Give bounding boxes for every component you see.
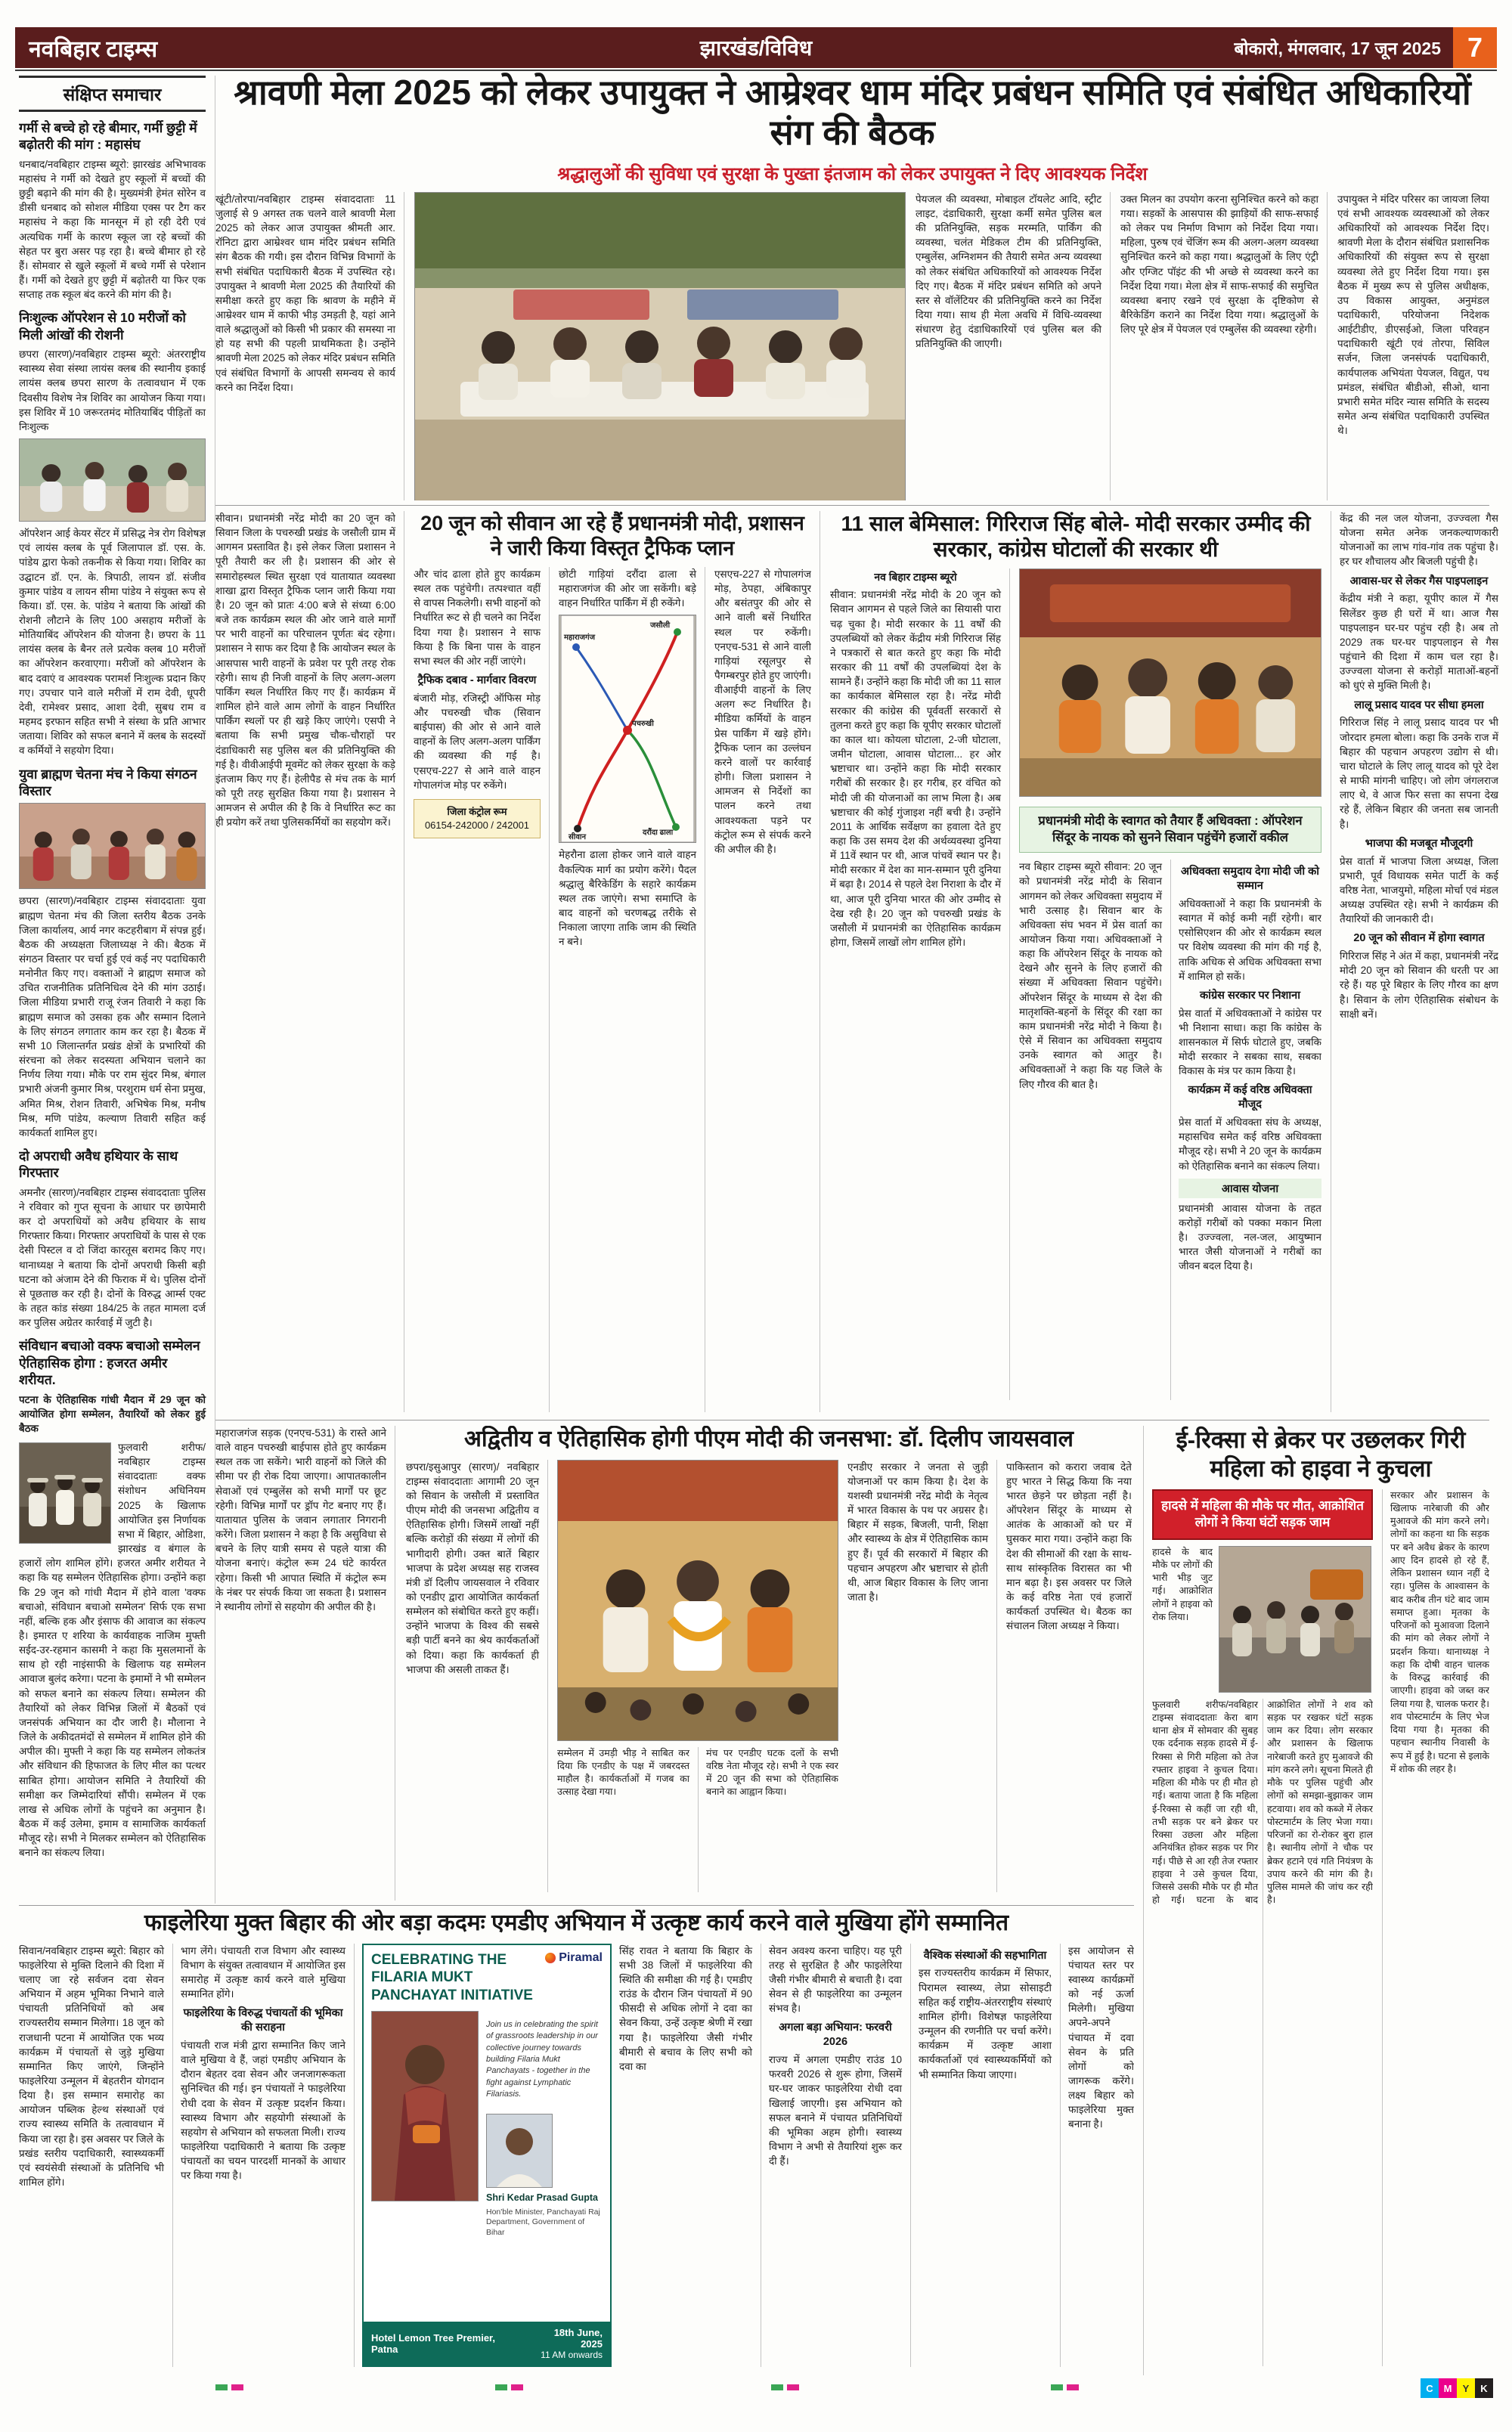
column-subhead: ट्रैफिक दबाव - मार्गवार विवरण: [417, 674, 537, 686]
traffic-columns: [414, 567, 811, 1412]
ad-time: 11 AM onwards: [541, 2349, 603, 2360]
story-column: [181, 1944, 355, 2367]
filaria-story: [19, 1910, 1134, 2375]
column-text: अधिवक्ताओं ने कहा कि प्रधानमंत्री के स्वागत में कोई कमी नहीं रहेगी। बार एसोसिएशन की ओर से कार्यक्रम स्थल पर विशेष व्यवस्था की मांग की गई है, ताकि अधिक से अधिक अधिवक्ता सभा में शामिल हो सकें।: [1179, 897, 1321, 982]
control-room-phone: 06154-242000 / 242001: [424, 819, 530, 832]
column-subhead: आवास योजना: [1179, 1179, 1321, 1198]
traffic-headline: 20 जून को सीवान आ रहे हैं प्रधानमंत्री मोदी, प्रशासन ने जारी किया विस्तृत ट्रैफिक प्लान: [420, 512, 804, 559]
story-column: [1120, 192, 1328, 500]
column-subhead: कांग्रेस सरकार पर निशाना: [1200, 989, 1300, 1002]
story-column: [406, 1460, 548, 1892]
main-subhead: श्रद्धालुओं की सुविधा एवं सुरक्षा के पुख्ता इंतजाम को लेकर उपायुक्त ने दिए आवश्यक निर्देश: [557, 163, 1148, 184]
story-column: [830, 568, 1010, 1400]
column-text: सिवान/नवबिहार टाइम्स ब्यूरो: बिहार को फाइलेरिया से मुक्ति दिलाने की दिशा में चलाए जा रहे सर्वजन दवा सेवन अभियान में अहम भूमिका निभाने वाले पंचायती प्रतिनिधियों को अब राज्यस्तरीय सम्मान मिलेगा। 18 जून को राजधानी पटना में आयोजित एक भव्य कार्यक्रम में पंचायतों से जुड़े मुखिया सम्मानित किए जाएंगे, जिन्होंने फाइलेरिया उन्मूलन में बेहतरीन योगदान दिया है। इस सम्मान समारोह का आयोजन पब्लिक हेल्थ संस्थाओं एवं राज्य स्वास्थ्य समिति के तत्वावधान में किया जा रहा है। इस अवसर पर जिले के प्रखंड स्तरीय पदाधिकारी, स्वास्थ्यकर्मी एवं स्वयंसेवी संस्थाओं के प्रतिनिधि भी शामिल होंगे।: [19, 1944, 164, 2189]
column-text: उपायुक्त ने मंदिर परिसर का जायजा लिया एवं सभी आवश्यक व्यवस्थाओं को लेकर अधिकारियों को आवश्यक निर्देश दिए। श्रावणी मेला के दौरान संबंधित प्रशासनिक अधिकारियों की संयुक्त रूप से सुरक्षा व्यवस्था लेते हुए निर्देश दिया गया। इस बैठक में मुख्य रूप से पुलिस अधीक्षक, उप विकास आयुक्त, अनुमंडल पदाधिकारी, परियोजना निदेशक आईटीडीए, डीएसईओ, जिला परिवहन पदाधिकारी खूंटी एवं तोरपा, सिविल सर्जन, जिला जनसंपर्क पदाधिकारी, कार्यपालक अभियंता पेयजल, विद्युत, पथ प्रमंडल, संबंधित बीडीओ, सीओ, थाना प्रभारी समेत मंदिर न्यास समिति के सदस्य समेत अन्य संबंधित पदाधिकारी उपस्थित थे।: [1337, 193, 1489, 437]
column-text: प्रेस वार्ता में अधिवक्ताओं ने कांग्रेस पर भी निशाना साधा। कहा कि कांग्रेस के शासनकाल में सिर्फ घोटाले हुए, जबकि मोदी सरकार ने सबका साथ, सबका विकास के मंत्र पर काम किया है।: [1179, 1007, 1321, 1077]
accident-photo-row: [1152, 1546, 1373, 1693]
accident-headline: ई-रिक्सा से ब्रेकर पर उछलकर गिरी महिला को हाइवा ने कुचला: [1176, 1427, 1466, 1482]
accident-columns: [1152, 1489, 1489, 2366]
story-column: [919, 1944, 1061, 2367]
main-headline: श्रावणी मेला 2025 को लेकर उपायुक्त ने आम्रेश्वर धाम मंदिर प्रबंधन समिति एवं संबंधित अधिकारियों संग की बैठक: [234, 73, 1471, 153]
column-text: भाग लेंगे। पंचायती राज विभाग और स्वास्थ्य विभाग के संयुक्त तत्वावधान में आयोजित इस समारोह में उत्कृष्ट कार्य करने वाले मुखिया सम्मानित होंगे।: [181, 1944, 345, 2000]
article-body: फुलवारी शरीफ/नवबिहार टाइम्स संवाददाताः वक्फ संशोधन अधिनियम 2025 के खिलाफ आयोजित इस निर्णायक सभा में बिहार, ओडिशा, झारखंड व बंगाल के हजारों लोग शामिल होंगे। हजरत अमीर शरीयत ने कहा कि यह सम्मेलन ऐतिहासिक होगा। उन्होंने कहा कि 29 जून को गांधी मैदान में होने वाला 'वक्फ बचाओ, संविधान बचाओ सम्मेलन' सिर्फ एक सभा नहीं, बल्कि हक और इंसाफ की आवाज का संकल्प है। इमारत ए शरिया के कार्यवाहक नाजिम मुफ्ती सईद-उर-रहमान कासमी ने कहा कि मुसलमानों के साथ हो रही नाइंसाफी के खिलाफ यह सम्मेलन आवाज बुलंद करेगा। पटना के इमामों ने भी सम्मेलन को सफल बनाने का संकल्प लिया। सम्मेलन की तैयारियों को लेकर विभिन्न जिलों में बैठकों एवं जनसंपर्क अभियान का दौर जारी है। मौलाना ने जिले के अकीदतमंदों से सम्मेलन में शामिल होने की अपील की। मुफ्ती ने कहा कि यह सम्मेलन लोकतंत्र और संविधान की हिफाजत के लिए मील का पत्थर साबित होगा। आयोजन समिति ने तैयारियों की समीक्षा कर जिम्मेदारियां सौंपी। सम्मेलन में एक लाख से अधिक लोगों के पहुंचने का अनुमान है। बैठक में कई उलेमा, इमाम व सामाजिक कार्यकर्ता मौजूद रहे। सभी ने मिलकर सम्मेलन को ऐतिहासिक बनाने का संकल्प लिया।: [19, 1441, 206, 1859]
brief-article-brahman-manch: [19, 766, 206, 1140]
story-column: [1179, 860, 1321, 1400]
giriraj-right: [1019, 568, 1321, 1400]
column-text: उक्त मिलन का उपयोग करना सुनिश्चित करने को कहा गया। सड़कों के आसपास की झाड़ियों की साफ-सफाई को लेकर पथ निर्माण विभाग को निर्देश दिया गया। महिला, पुरुष एवं चेंजिंग रूम की अलग-अलग व्यवस्था सुनिश्चित करने को कहा गया। श्रद्धालुओं के लिए एंट्री और एग्जिट पॉइंट की भी अच्छे से व्यवस्था करने का निर्देश दिया गया। मेला क्षेत्र में साफ-सफाई की समुचित व्यवस्था बनाए रखने एवं सुरक्षा के दृष्टिकोण से बैरिकेडिंग कराने का निर्देश दिया गया। श्रद्धालुओं के लिए पूरे क्षेत्र में पेयजल एवं एम्बुलेंस की व्यवस्था रहेगी।: [1120, 193, 1318, 336]
rail-text: केंद्रीय मंत्री ने कहा, यूपीए काल में गैस सिलेंडर कुछ ही घरों में था। आज गैस पाइपलाइन घर-घर पहुंच रही है। अब तो 2029 तक घर-घर पाइपलाइन से गैस पहुंचाने की दिशा में काम चल रहा है। उज्ज्वला योजना से करोड़ों माताओं-बहनों को धुएं से मुक्ति मिली है।: [1340, 593, 1498, 692]
story-column: [557, 1747, 699, 1892]
article-body: धनबाद/नवबिहार टाइम्स ब्यूरो: झारखंड अभिभावक महासंघ ने गर्मी को देखते हुए स्कूलों में बच्चों की छुट्टी बढ़ाने की मांग की है। मुख्यमंत्री हेमंत सोरेन व डीसी धनबाद को सोशल मीडिया एक्स पर टैग कर महासंघ ने कहा कि मानसून में हो रही देरी एवं अत्यधिक गर्मी के कारण स्कूल जा रहे बच्चों की सेहत पर बुरा असर पड़ रहा है। बच्चे बीमार हो रहे हैं। सोमवार से खुले स्कूलों में बच्चे गर्मी से परेशान हैं। गर्मी को देखते हुए छुट्टी में बढ़ोतरी या फिर एक सप्ताह तक स्कूल बंद करने की मांग की है।: [19, 158, 206, 301]
date-line: बोकारो, मंगलवार, 17 जून 2025: [1234, 39, 1441, 58]
map-label: सीवान: [569, 833, 587, 842]
brief-news-header: संक्षिप्त समाचार: [19, 76, 206, 112]
article-title: दो अपराधी अवैध हथियार के साथ गिरफ्तार: [19, 1148, 178, 1181]
pm-traffic-plan-story: [215, 511, 820, 1412]
byline: नव बिहार टाइम्स ब्यूरो: [874, 571, 957, 584]
ad-tagline: Join us in celebrating the spirit of grassroots leadership in our collective journey towards building Filaria Mukt Panchayats - together in the fight against Lymphatic Filariasis.: [486, 2019, 598, 2099]
column-subhead: अधिवक्ता समुदाय देगा मोदी जी को सम्मान: [1181, 866, 1319, 893]
story-column: [215, 192, 404, 500]
jansabha-headline: अद्वितीय व ऐतिहासिक होगी पीएम मोदी की जनसभा: डॉ. दिलीप जायसवाल: [464, 1427, 1074, 1451]
rail-subhead: भाजपा की मजबूत मौजूदगी: [1365, 837, 1473, 850]
story-column: [1068, 1944, 1134, 2367]
story-column: [559, 567, 705, 1412]
column-text: राज्य में अगला एमडीए राउंड 10 फरवरी 2026 से शुरू होगा, जिसमें घर-घर जाकर फाइलेरिया रोधी दवा खिलाई जाएगी। इस अभियान को सफल बनाने में पंचायत प्रतिनिधियों की भूमिका अहम होगी। स्वास्थ्य विभाग ने अभी से तैयारियां शुरू कर दी हैं।: [769, 2054, 902, 2167]
giriraj-story: [830, 511, 1321, 1412]
ad-venue: Hotel Lemon Tree Premier, Patna: [371, 2331, 496, 2355]
rail-text: प्रेस वार्ता में भाजपा जिला अध्यक्ष, जिला प्रभारी, पूर्व विधायक समेत पार्टी के कई वरिष्ठ नेता, भाजयुमो, महिला मोर्चा एवं मंडल अध्यक्ष उपस्थित रहे। सभी ने कार्यक्रम की तैयारियों की जानकारी दी।: [1340, 855, 1498, 925]
map-label: जसौली: [650, 621, 671, 630]
column-text: छपरा/इसुआपुर (सारण)/ नवबिहार टाइम्स संवाददाताः आगामी 20 जून को सिवान के जसौली में प्रस्तावित पीएम मोदी की जनसभा अद्वितीय व ऐतिहासिक होगी। जिसमें लाखों नहीं बल्कि करोड़ों की संख्या में लोगों की भागीदारी होगी। उक्त बातें बिहार भाजपा के प्रदेश अध्यक्ष सह राजस्व मंत्री डॉ दिलीप जायसवाल ने रविवार को एनडीए द्वारा आयोजित कार्यकर्ता सम्मेलन को संबोधित करते हुए कहीं। उन्होंने भाजपा के विश्व की सबसे बड़ी पार्टी बनने का श्रेय कार्यकर्ताओं को दिया। कहा कि कार्यकर्ता ही भाजपा की असली ताकत हैं।: [406, 1461, 539, 1675]
advocates-columns: [1019, 860, 1321, 1400]
group-photo: [19, 803, 206, 889]
conference-photo: [19, 1442, 111, 1544]
accident-story: [1143, 1426, 1489, 2375]
filaria-event-ad: [362, 1944, 612, 2367]
column-text: एसएच-227 से गोपालगंज मोड़, ठेपहा, अंबिकापुर और बसंतपुर की ओर से आने वाली बसें निर्धारित स्थल पर रुकेंगी। एनएच-531 से आने वाली गाड़ियां रसूलपुर से पैगम्बरपुर होते हुए जाएंगी। वीआईपी वाहनों के लिए अलग रूट निर्धारित है। मीडिया कर्मियों के वाहन प्रेस पार्किंग में खड़े होंगे। ट्रैफिक प्लान का उल्लंघन करने वालों पर कार्रवाई होगी। जिला प्रशासन ने आमजन से निर्देशों का पालन करने तथा आवश्यकता पड़ने पर कंट्रोल रूम से संपर्क करने की अपील की है।: [714, 568, 811, 855]
page-header: [15, 27, 1497, 68]
article-title: संविधान बचाओ वक्फ बचाओ सम्मेलन ऐतिहासिक होगा : हजरत अमीर शरीयत.: [19, 1338, 200, 1388]
rail-subhead: लालू प्रसाद यादव पर सीधा हमला: [1354, 699, 1484, 711]
giriraj-headline: 11 साल बेमिसाल: गिरिराज सिंह बोले- मोदी सरकार उम्मीद की सरकार, कांग्रेस घोटालों की सरकार थी: [841, 512, 1311, 562]
column-text: छोटी गाड़ियां दरौंदा ढाला से महाराजगंज की ओर जा सकेंगी। बड़े वाहन निर्धारित पार्किंग में ही रुकेंगे।: [559, 568, 696, 609]
column-text: फुलवारी शरीफ/नवबिहार टाइम्स संवाददाताः केरा बाग थाना क्षेत्र में सोमवार की सुबह एक दर्दनाक सड़क हादसे में ई-रिक्सा से गिरी महिला को तेज रफ्तार हाइवा ने कुचल दिया। महिला की मौके पर ही मौत हो गई। बताया जाता है कि महिला ई-रिक्सा से कहीं जा रही थी, तभी सड़क पर बने ब्रेकर पर रिक्सा उछला और महिला अनियंत्रित होकर सड़क पर गिर गई। पीछे से आ रही तेज रफ्तार हाइवा ने उसे कुचल दिया, जिससे उसकी मौके पर ही मौत हो गई। घटना के बाद आक्रोशित लोगों ने शव को सड़क पर रखकर घंटों सड़क जाम कर दिया। लोग सरकार और प्रशासन के खिलाफ नारेबाजी करते हुए मुआवजे की मांग करने लगे। सूचना मिलते ही मौके पर पुलिस पहुंची और लोगों को समझा-बुझाकर जाम हटवाया। शव को कब्जे में लेकर पोस्टमार्टम के लिए भेजा गया। परिजनों का रो-रोकर बुरा हाल है। स्थानीय लोगों ने चौक पर ब्रेकर हटाने एवं गति नियंत्रण के उपाय करने की मांग की है। पुलिस मामले की जांच कर रही है।: [1152, 1699, 1373, 1906]
rail-subhead: आवास-घर से लेकर गैस पाइपलाइन: [1349, 575, 1489, 587]
main-story-columns: [215, 192, 1489, 500]
brand-name: Piramal: [559, 1950, 603, 1964]
column-text: पेयजल की व्यवस्था, मोबाइल टॉयलेट आदि, स्ट्रीट लाइट, दंडाधिकारी, सुरक्षा कर्मी समेत पुलिस बल की प्रतिनियुक्ति, सड़क मरम्मति, पार्किंग की व्यवस्था, चलंत मेडिकल टीम की प्रतिनियुक्ति, एम्बुलेंस, अग्निशमन की तैयारी समेत अन्य व्यवस्था को लेकर संबंधित अधिकारियों को आवश्यक निर्देश दिए गए। बैठक में मंदिर प्रबंधन समिति को अपने स्तर से वॉलेंटियर की प्रतिनियुक्ति करने का निर्देश दिया गया। साथ ही मेला अवधि में विधि-व्यवस्था संधारण हेतु दंडाधिकारियों एवं पुलिस बल की प्रतिनियुक्ति की जाएगी।: [916, 193, 1101, 350]
traffic-story-continuation: [215, 1426, 395, 1901]
cyan-patch: C: [1421, 2378, 1439, 2398]
story-column: [847, 1460, 997, 1892]
section-divider: [215, 505, 1489, 506]
guest-title: Hon'ble Minister, Panchayati Raj Department, Government of Bihar: [486, 2207, 600, 2237]
ad-title: CELEBRATING THE FILARIA MUKT PANCHAYAT INITIATIVE: [371, 1951, 533, 2004]
article-intro: पटना के ऐतिहासिक गांधी मैदान में 29 जून को आयोजित होगा सम्मेलन, तैयारियों को लेकर हुई बैठक: [19, 1393, 206, 1434]
column-subhead: कार्यक्रम में कई वरिष्ठ अधिवक्ता मौजूद: [1188, 1084, 1312, 1111]
column-text: पंचायती राज मंत्री द्वारा सम्मानित किए जाने वाले मुखिया वे हैं, जहां एमडीए अभियान के दौरान बेहतर दवा सेवन और जनजागरूकता सुनिश्चित की गई। इन पंचायतों ने फाइलेरिया रोधी दवा के सेवन में उत्कृष्ट प्रदर्शन किया। स्वास्थ्य विभाग और सहयोगी संस्थाओं के सहयोग से अभियान को सफलता मिली। राज्य फाइलेरिया पदाधिकारी ने बताया कि उत्कृष्ट पंचायतों का चयन पारदर्शी मानकों के आधार पर किया गया है।: [181, 2039, 345, 2182]
section-divider: [19, 1905, 1134, 1906]
newspaper-title: नवबिहार टाइम्स: [29, 36, 158, 62]
story-column: [1382, 1489, 1489, 2366]
advocates-subhead-box: प्रधानमंत्री मोदी के स्वागत को तैयार हैं अधिवक्ता : ऑपरेशन सिंदूर के नायक को सुनने सिवान पहुंचेंगे हजारों वकील: [1019, 807, 1321, 853]
filaria-columns: [19, 1944, 1134, 2367]
story-column: [1019, 860, 1171, 1400]
column-subhead: फाइलेरिया के विरुद्ध पंचायतों की भूमिका की सराहना: [183, 2007, 343, 2034]
giriraj-columns: [830, 568, 1321, 1400]
header-rule: [15, 70, 1497, 71]
piramal-logo: [545, 1951, 603, 1965]
column-text: इस आयोजन से पंचायत स्तर पर स्वास्थ्य कार्यक्रमों को नई ऊर्जा मिलेगी। मुखिया अपने-अपने पंचायत में दवा सेवन के प्रति लोगों को जागरूक करेंगे। लक्ष्य बिहार को फाइलेरिया मुक्त बनाना है।: [1068, 1944, 1134, 2130]
story-column: [619, 1944, 761, 2367]
jansabha-columns: [406, 1460, 1132, 1892]
accident-alert-box: हादसे में महिला की मौके पर मौत, आक्रोशित लोगों ने किया घंटों सड़क जाम: [1152, 1489, 1373, 1540]
brief-article-heat: [19, 119, 206, 302]
column-subhead: अगला बड़ा अभियान: फरवरी 2026: [779, 2022, 892, 2049]
column-text: सीवान: प्रधानमंत्री नरेंद्र मोदी के 20 जून को सिवान आगमन से पहले जिले का सियासी पारा चढ़ चुका है। मोदी सरकार के 11 वर्षों की उपलब्धियों को लेकर केंद्रीय मंत्री गिरिराज सिंह ने पत्रकारों से बात करते हुए कहा कि मोदी सरकार की 11 वर्षों की उपलब्धियां देश के सामने हैं। उन्होंने कहा कि मोदी जी का 11 साल का कार्यकाल बेमिसाल रहा है। नरेंद्र मोदी सरकार की कांग्रेस की पूर्ववर्ती सरकारों से तुलना करते हुए कहा कि यूपीए सरकार घोटालों का काल था। कोयला घोटाला, 2-जी घोटाला, जमीन घोटाला, आवास घोटाला... हर ओर भ्रष्टाचार था। उन्होंने कहा कि मोदी सरकार गरीबों की सरकार है। हर गरीब, हर वंचित को मोदी जी की योजनाओं का लाभ मिला है। अब भ्रष्टाचार की कोई गुंजाइश नहीं बची है। उन्होंने 2011 के आर्थिक सर्वेक्षण का हवाला देते हुए कहा कि उस समय देश की अर्थव्यवस्था दुनिया में 11वें स्थान पर थी, आज पांचवें स्थान पर है। मोदी सरकार में देश का मान-सम्मान पूरी दुनिया में बढ़ा है। 2014 से पहले देश निराशा के दौर में था, आज पूरी दुनिया भारत की ओर उम्मीद से देख रही है। 20 जून को पचरुखी प्रखंड के जसौली में प्रधानमंत्री का ऐतिहासिक कार्यक्रम होगा, जिसमें लाखों लोग शामिल होंगे।: [830, 589, 1001, 949]
column-text: सरकार और प्रशासन के खिलाफ नारेबाजी की और मुआवजे की मांग करने लगे। लोगों का कहना था कि सड़क पर बने अवैध ब्रेकर के कारण आए दिन हादसे हो रहे हैं, लेकिन प्रशासन ध्यान नहीं दे रहा। पुलिस के आश्वासन के बाद करीब तीन घंटे बाद जाम समाप्त हुआ। मृतका के परिजनों को मुआवजा दिलाने की मांग को लेकर लोगों ने प्रदर्शन किया। थानाध्यक्ष ने कहा कि दोषी वाहन चालक के विरुद्ध कार्रवाई की जाएगी। हाइवा को जब्त कर लिया गया है, चालक फरार है। शव पोस्टमार्टम के लिए भेज दिया गया है। मृतका की पहचान स्थानीय निवासी के रूप में हुई है। घटना से इलाके में शोक की लहर है।: [1390, 1489, 1489, 1774]
rail-text: केंद्र की नल जल योजना, उज्ज्वला गैस योजना समेत अनेक जनकल्याणकारी योजनाओं का लाभ गांव-गांव तक पहुंचा है। हर घर शौचालय और बिजली पहुंची है।: [1340, 513, 1498, 568]
map-label: महाराजगंज: [564, 634, 596, 643]
article-title: युवा ब्राह्मण चेतना मंच ने किया संगठन विस्तार: [19, 766, 197, 798]
control-room-box: [414, 799, 541, 838]
magenta-patch: M: [1439, 2378, 1457, 2398]
article-body: अमनौर (सारण)/नवबिहार टाइम्स संवाददाताः पुलिस ने रविवार को गुप्त सूचना के आधार पर छापेमारी कर दो अपराधियों को अवैध हथियार के साथ गिरफ्तार किया। गिरफ्तार अपराधियों के पास से एक देसी पिस्टल व दो जिंदा कारतूस बरामद किए गए। थानाध्यक्ष ने बताया कि दोनों अपराधी किसी बड़ी घटना को अंजाम देने की फिराक में थे। पुलिस दोनों से पूछताछ कर रही है। दोनों के विरुद्ध आर्म्स एक्ट के तहत कांड संख्या 184/25 के तहत मामला दर्ज कर पुलिस अग्रेतर कार्रवाई में जुटी है।: [19, 1186, 206, 1329]
brief-article-eye-camp: [19, 309, 206, 757]
section-title: झारखंड/विविध: [699, 36, 813, 60]
under-photo-columns: [557, 1747, 838, 1892]
column-text: एनडीए सरकार ने जनता से जुड़ी योजनाओं पर काम किया है। देश के यशस्वी प्रधानमंत्री नरेंद्र मोदी के नेतृत्व में भारत विकास के पथ पर अग्रसर है। बिहार में सड़क, बिजली, पानी, शिक्षा और स्वास्थ्य के क्षेत्र में ऐतिहासिक काम हुए हैं। पूर्व की सरकारों में बिहार की पहचान अपहरण और भ्रष्टाचार से होती थी, आज बिहार विकास के लिए जाना जाता है।: [847, 1461, 988, 1603]
jansabha-photo-stack: [557, 1460, 838, 1892]
article-body: छपरा (सारण)/नवबिहार टाइम्स ब्यूरो: अंतरराष्ट्रीय स्वास्थ्य सेवा संस्था लायंस क्लब की स्थानीय इकाई लायंस क्लब छपरा सारण के तत्वावधान में एक दिवसीय विशेष नेत्र शिविर का आयोजन किया गया। इस शिविर में 10 जरूरतमंद मोतियाबिंद पीड़ितों का निःशुल्क: [19, 349, 206, 432]
column-text: सिंह रावत ने बताया कि बिहार के सभी 38 जिलों में फाइलेरिया की स्थिति की समीक्षा की गई है। एमडीए राउंड के दौरान जिन पंचायतों में 90 फीसदी से अधिक लोगों ने दवा का सेवन किया, उन्हें उत्कृष्ट श्रेणी में रखा गया है। फाइलेरिया जैसी गंभीर बीमारी से बचाव के लिए सभी को दवा का: [619, 1944, 752, 2072]
registration-mark: [495, 2384, 523, 2390]
jansabha-story: [406, 1426, 1132, 1901]
shravani-mela-story: [215, 73, 1489, 500]
eye-camp-photo: [19, 438, 206, 522]
article-title: गर्मी से बच्चे हो रहे बीमार, गर्मी छुट्टी में बढ़ोतरी की मांग : महासंघ: [19, 120, 197, 153]
column-text: और चांद ढाला होते हुए कार्यक्रम स्थल तक पहुंचेगी। तत्पश्चात वहीं से वापस निकलेगी। सभी वाहनों को निर्धारित रूट से ही चलने का निर्देश दिया गया है। प्रशासन ने साफ किया है कि बिना पास के वाहन सभा स्थल की ओर नहीं जाएंगे।: [414, 568, 541, 667]
meeting-photo: [414, 192, 906, 500]
column-text: प्रधानमंत्री आवास योजना के तहत करोड़ों गरीबों को पक्का मकान मिला है। उज्ज्वला, नल-जल, आयुष्मान भारत जैसी योजनाओं ने गरीबों का जीवन बदल दिया है।: [1179, 1202, 1321, 1272]
giriraj-press-photo: [1019, 568, 1321, 797]
story-column: [706, 1747, 838, 1892]
accident-body: [1152, 1699, 1373, 2366]
column-text: सेवन अवश्य करना चाहिए। यह पूरी तरह से सुरक्षित है और फाइलेरिया जैसी गंभीर बीमारी से बचाती है। दवा सेवन से ही फाइलेरिया का उन्मूलन संभव है।: [769, 1944, 902, 2015]
column-text: सम्मेलन में उमड़ी भीड़ ने साबित कर दिया कि एनडीए के पक्ष में जबरदस्त माहौल है। कार्यकर्ताओं में गजब का उत्साह देखा गया।: [557, 1747, 689, 1798]
registration-mark: [771, 2384, 799, 2390]
page-number: 7: [1453, 27, 1497, 68]
column-text: इस राज्यस्तरीय कार्यक्रम में सिफार, पिरामल स्वास्थ्य, लेप्रा सोसाइटी सहित कई राष्ट्रीय-अंतरराष्ट्रीय संस्थाएं शामिल होंगी। विशेषज्ञ फाइलेरिया उन्मूलन की रणनीति पर चर्चा करेंगे। कार्यक्रम में उत्कृष्ट आशा कार्यकर्ताओं एवं स्वास्थ्यकर्मियों को भी सम्मानित किया जाएगा।: [919, 1967, 1052, 2080]
yellow-patch: Y: [1457, 2378, 1475, 2398]
rail-text: गिरिराज सिंह ने अंत में कहा, प्रधानमंत्री नरेंद्र मोदी 20 जून को सिवान की धरती पर आ रहे हैं। यह पूरे बिहार के लिए गौरव का क्षण है। सिवान के लोग ऐतिहासिक संबोधन के साक्षी बनें।: [1340, 950, 1498, 1020]
story-column: [19, 1944, 173, 2367]
ad-body: [364, 2008, 610, 2322]
column-subhead: वैश्विक संस्थाओं की सहभागिता: [923, 1949, 1047, 1962]
guest-name: Shri Kedar Prasad Gupta: [486, 2192, 598, 2203]
ad-date: 18th June, 2025: [553, 2326, 603, 2350]
column-text: नव बिहार टाइम्स ब्यूरो सीवान: 20 जून को प्रधानमंत्री नरेंद्र मोदी के सिवान आगमन को लेकर अधिवक्ता समुदाय में भारी उत्साह है। सिवान बार के अधिवक्ता संघ भवन में प्रेस वार्ता का आयोजन किया गया। अधिवक्ताओं ने कहा कि ऑपरेशन सिंदूर के नायक को देखने और सुनने के लिए हजारों की संख्या में अधिवक्ता सिवान पहुंचेंगे। ऑपरेशन सिंदूर के माध्यम से देश की मातृशक्ति-बहनों के सिंदूर की रक्षा का काम प्रधानमंत्री नरेंद्र मोदी ने किया है। ऐसे में सिवान का अधिवक्ता समुदाय उनके स्वागत को आतुर है। अधिवक्ताओं ने कहा कि यह जिले के लिए गौरव की बात है।: [1019, 861, 1162, 1090]
column-text: प्रेस वार्ता में अधिवक्ता संघ के अध्यक्ष, महासचिव समेत कई वरिष्ठ अधिवक्ता मौजूद रहे। सभी ने 20 जून के कार्यक्रम को ऐतिहासिक बनाने का संकल्प लिया।: [1179, 1117, 1321, 1172]
column-text: मेहरौना ढाला होकर जाने वाले वाहन वैकल्पिक मार्ग का प्रयोग करेंगे। पैदल श्रद्धालु बैरिकेडिंग के सहारे कार्यक्रम स्थल तक जाएंगे। सभा समाप्ति के बाद वाहनों को चरणबद्ध तरीके से निकाला जाएगा ताकि जाम की स्थिति न बने।: [559, 849, 696, 948]
column-text: महाराजगंज सड़क (एनएच-531) के रास्ते आने वाले वाहन पचरुखी बाईपास होते हुए कार्यक्रम स्थल तक जा सकेंगे। भारी वाहनों को जिले की सीमा पर ही रोक दिया जाएगा। आपातकालीन सेवाओं एवं एम्बुलेंस को सभी मार्गों पर छूट रहेगी। विभिन्न मार्गों पर ड्रॉप गेट बनाए गए हैं। यातायात पुलिस के जवान लगातार निगरानी करेंगे। जिला प्रशासन ने कहा है कि असुविधा से बचने के लिए यात्री समय से पहले यात्रा की योजना बनाएं। कंट्रोल रूम 24 घंटे कार्यरत रहेगा। किसी भी आपात स्थिति में कंट्रोल रूम के नंबर पर संपर्क किया जा सकता है। प्रशासन ने स्थानीय लोगों से सहयोग की अपील की है।: [215, 1427, 386, 1613]
ad-woman-photo: [371, 2011, 479, 2201]
article-body: छपरा (सारण)/नवबिहार टाइम्स संवाददाताः युवा ब्राह्मण चेतना मंच की जिला स्तरीय बैठक उनके जिला कार्यालय, आर्य नगर कटहरीबाग में संपन्न हुई। बैठक की अध्यक्षता जिलाध्यक्ष ने की। बैठक में संगठन विस्तार पर चर्चा हुई एवं कई नए पदाधिकारी मनोनीत किए गए। वक्ताओं ने ब्राह्मण समाज को उचित राजनीतिक प्रतिनिधित्व देने की मांग उठाई। जिला मीडिया प्रभारी राजू रंजन तिवारी ने कहा कि ब्राह्मण समाज को उसका हक और सम्मान दिलाने के लिए संगठन लगातार काम कर रहा है। बैठक में सभी 10 जिलान्तर्गत प्रखंड क्षेत्रों के प्रभारियों की संरचना को लेकर सदस्यता अभियान चलाने का निर्णय लिया गया। मौके पर राम सुंदर मिश्र, बंगाल प्रभारी अंजनी कुमार मिश्र, परशुराम धर्म सेना प्रमुख, अमित मिश्र, रोशन तिवारी, अभिषेक मिश्र, मनीष मिश्र, मणि पांडेय, कल्याण तिवारी सहित कई कार्यकर्ता शामिल हुए।: [19, 895, 206, 1139]
story-column: [1006, 1460, 1132, 1892]
traffic-route-map: [559, 615, 696, 843]
map-label: दरौंदा ढाला: [643, 829, 674, 838]
story-column: [414, 567, 550, 1412]
rail-subhead: 20 जून को सीवान में होगा स्वागत: [1353, 932, 1485, 945]
column-text: बंजारी मोड़, रजिस्ट्री ऑफिस मोड़ और पचरुखी चौक (सिवान बाईपास) की ओर से आने वाले वाहनों के लिए अलग-अलग पार्किंग की व्यवस्था की गई है। एसएच-227 से आने वाले वाहन गोपालगंज मोड़ पर रुकेंगे।: [414, 692, 541, 791]
brief-article-arrest: [19, 1148, 206, 1330]
brief-article-sammelan: [19, 1337, 206, 1860]
article-body-wrap: [19, 1440, 206, 1860]
ad-right-column: [486, 2011, 603, 2319]
column-text: सीवान। प्रधानमंत्री नरेंद्र मोदी का 20 जून को सिवान जिला के पचरुखी प्रखंड के जसौली ग्राम में आगमन प्रस्तावित है। इसे लेकर जिला प्रशासन ने पूरी तैयारी कर ली है। प्रशासन की ओर से समारोहस्थल स्थित सुरक्षा एवं यातायात व्यवस्था शाखा द्वारा विस्तृत ट्रैफिक प्लान जारी किया गया है। 20 जून को प्रातः 4:00 बजे से संध्या 6:00 बजे तक कार्यक्रम स्थल की ओर जाने वाले मार्गों पर भारी वाहनों का परिचालन पूर्णतः बंद रहेगा। प्रशासन ने साफ कर दिया है कि आयोजन स्थल के आसपास भारी वाहनों के प्रवेश पर पूरी तरह रोक रहेगी। साथ ही निजी वाहनों के लिए अलग-अलग पार्किंग स्थल निर्धारित किए गए हैं। कार्यक्रम में शामिल होने वाले आम लोगों के वाहन निर्धारित पार्किंग स्थलों पर ही खड़े किए जाएंगे। एसपी ने बताया कि सभी प्रमुख चौक-चौराहों पर दंडाधिकारी सह पुलिस बल की प्रतिनियुक्ति की गई है। वीवीआईपी मूवमेंट को लेकर सुरक्षा के कड़े इंतजाम किए गए हैं। हेलीपैड से मंच तक के मार्ग को पूरी तरह सुरक्षित किया गया है। प्रशासन ने आमजन से अपील की है कि वे निर्धारित रूट का ही प्रयोग करें तथा पुलिसकर्मियों का सहयोग करें।: [215, 513, 395, 829]
cmyk-color-bar: [1421, 2378, 1493, 2398]
story-column: [714, 567, 811, 1412]
filaria-headline: फाइलेरिया मुक्त बिहार की ओर बड़ा कदमः एमडीए अभियान में उत्कृष्ट कार्य करने वाले मुखिया होंगे सम्मानित: [144, 1910, 1009, 1935]
jansabha-photo: [557, 1460, 838, 1741]
giriraj-right-rail: [1331, 511, 1498, 1412]
side-text: हादसे के बाद मौके पर लोगों की भारी भीड़ जुट गई। आक्रोशित लोगों ने हाइवा को रोक लिया।: [1152, 1546, 1213, 1622]
rail-text: गिरिराज सिंह ने लालू प्रसाद यादव पर भी जोरदार हमला बोला। कहा कि उनके राज में बिहार की पहचान अपहरण उद्योग से थी। चारा घोटाले के लिए लालू यादव को पूरे देश से माफी मांगनी चाहिए। जो लोग जंगलराज लाए थे, वे आज फिर सत्ता का सपना देख रहे हैं, लेकिन बिहार की जनता सब जानती है।: [1340, 717, 1498, 830]
ad-header: [364, 1945, 610, 2008]
piramal-logo-icon: [545, 1953, 556, 1963]
article-title: निःशुल्क ऑपरेशन से 10 मरीजों को मिली आंखों की रोशनी: [19, 310, 186, 342]
ad-footer-strip: [364, 2322, 610, 2365]
story-column: [215, 511, 404, 1412]
column-text: पाकिस्तान को करारा जवाब देते हुए भारत ने सिद्ध किया कि नया भारत छेड़ने पर छोड़ता नहीं है। ऑपरेशन सिंदूर के माध्यम से आतंक के आकाओं को घर में घुसकर मारा गया। उन्होंने कहा कि देश की सीमाओं की रक्षा के साथ-साथ सांस्कृतिक विरासत का भी मान बढ़ा है। इस अवसर पर जिले के कई वरिष्ठ नेता एवं हजारों कार्यकर्ता उपस्थित थे। बैठक का संचालन जिला अध्यक्ष ने किया।: [1006, 1461, 1132, 1632]
accident-scene-photo: [1219, 1546, 1371, 1693]
article-body: ऑपरेशन आई केयर सेंटर में प्रसिद्ध नेत्र रोग विशेषज्ञ एवं लायंस क्लब के पूर्व जिलापाल डॉ. एस. के. पांडेय द्वारा फेको तकनीक से किया गया। शिविर का उद्घाटन डॉ. एन. के. त्रिपाठी, लायन डॉ. संजीव कुमार पांडेय व लायन सीमा पांडेय ने संयुक्त रूप से किया। डॉ. एस. के. पांडेय ने बताया कि आंखों की रोशनी लौटाने के लिए 100 असहाय मरीजों के मोतियाबिंद ऑपरेशन की योजना है। छपरा के 11 लायंस क्लब के बैनर तले प्रत्येक क्लब 10 मरीजों का ऑपरेशन करवाएगा। मरीजों को ऑपरेशन के बाद दवाएं व आवश्यक परामर्श निःशुल्क प्रदान किए गए। उपचार पाने वाले मरीजों में राम देवी, धूपरी देवी, रामेश्वर प्रसाद, आशा देवी, सुबध राम व महमद इरफान सहित सभी ने संस्था के प्रति आभार जताया। शिविर को सफल बनाने में क्लब के सदस्यों व कर्मियों ने सहयोग दिया।: [19, 528, 206, 757]
registration-mark: [215, 2384, 243, 2390]
registration-mark: [1051, 2384, 1079, 2390]
column-text: खूंटी/तोरपा/नवबिहार टाइम्स संवाददाताः 11 जुलाई से 9 अगस्त तक चलने वाले श्रावणी मेला 2025 को लेकर आज उपायुक्त श्रीमती आर. रॉनिटा द्वारा आम्रेश्वर धाम मंदिर प्रबंधन समिति संग बैठक की गयी। इस दौरान विभिन्न विभागों के सभी संबंधित पदाधिकारी बैठक में उपस्थित रहे। उपायुक्त ने श्रावणी मेला 2025 की तैयारियों की समीक्षा करते हुए कहा कि श्रावण के महीने में आम्रेश्वर धाम में काफी भीड़ उमड़ती है, यहां आने वाले श्रद्धालुओं को किसी भी प्रकार की समस्या ना हो यह सभी की पहली प्राथमिकता है। उन्होंने श्रावणी मेला 2025 को लेकर मंदिर प्रबंधन समिति एवं संबंधित विभागों के आपसी समन्वय से कार्य करने का निर्देश दिया।: [215, 193, 395, 393]
black-patch: K: [1475, 2378, 1493, 2398]
control-room-title: जिला कंट्रोल रूम: [447, 805, 507, 817]
ad-guest-photo: [486, 2114, 553, 2188]
accident-left: [1152, 1489, 1373, 2366]
story-column: [769, 1944, 911, 2367]
map-label: पचरुखी: [632, 720, 654, 729]
story-column: [916, 192, 1111, 500]
story-column: [1337, 192, 1489, 500]
column-text: मंच पर एनडीए घटक दलों के सभी वरिष्ठ नेता मौजूद रहे। सभी ने एक स्वर में 20 जून की सभा को ऐतिहासिक बनाने का आह्वान किया।: [706, 1747, 838, 1798]
traffic-story-right: [414, 511, 811, 1412]
brief-news-column: [19, 76, 215, 1904]
